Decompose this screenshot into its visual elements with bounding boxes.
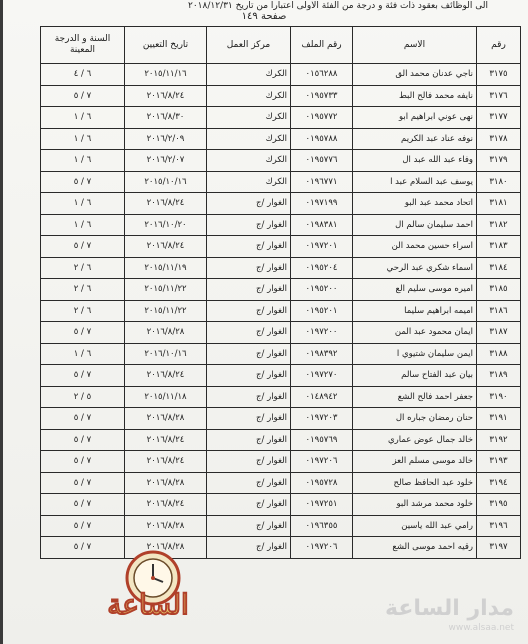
- table-row: [41, 408, 521, 430]
- cell-file: ٠١٩٦٧٧١: [291, 171, 353, 193]
- cell-date: ٢٠١٥/١١/٢٢: [125, 279, 207, 301]
- table-row: [41, 365, 521, 387]
- cell-date: ٢٠١٦/٨/٢٤: [125, 429, 207, 451]
- cell-name: ايمن سليمان شتيوي ا: [353, 343, 477, 365]
- cell-grade: ٧ / ٥: [41, 429, 125, 451]
- table-row: [41, 300, 521, 322]
- cell-date: ٢٠١٦/٨/٣٠: [125, 107, 207, 129]
- table-row: [41, 171, 521, 193]
- table-row: [41, 128, 521, 150]
- cell-grade: ٦ / ٢: [41, 279, 125, 301]
- cell-center: الغوار /ج: [207, 300, 291, 322]
- cell-no: ٣١٩١: [477, 408, 521, 430]
- page-number: صفحة ١٤٩: [241, 11, 287, 22]
- cell-no: ٣١٨٢: [477, 214, 521, 236]
- logo-text: الساعة: [107, 588, 189, 621]
- cell-date: ٢٠١٦/٨/٢٤: [125, 193, 207, 215]
- table-row: [41, 494, 521, 516]
- cell-center: الغوار /ج: [207, 343, 291, 365]
- cell-grade: ٦ / ١: [41, 193, 125, 215]
- cell-grade: ٧ / ٥: [41, 472, 125, 494]
- cell-name: رامي عبد الله ياسين: [353, 515, 477, 537]
- cell-file: ٠١٩٥٧٣٣: [291, 85, 353, 107]
- cell-center: الغوار /ج: [207, 408, 291, 430]
- cell-grade: ٧ / ٥: [41, 408, 125, 430]
- watermark-url: www.alsaa.net: [448, 623, 514, 633]
- cell-no: ٣١٧٦: [477, 85, 521, 107]
- cell-date: ٢٠١٦/١٠/٢٠: [125, 214, 207, 236]
- cell-date: ٢٠١٦/٨/٢٨: [125, 472, 207, 494]
- cell-name: خالد جمال عوض عماري: [353, 429, 477, 451]
- cell-date: ٢٠١٦/١٠/١٦: [125, 343, 207, 365]
- table-row: [41, 343, 521, 365]
- table-row: [41, 214, 521, 236]
- cell-file: ٠١٩٧٢٠٦: [291, 537, 353, 559]
- cell-date: ٢٠١٦/٨/٢٤: [125, 236, 207, 258]
- cell-center: الغوار /ج: [207, 193, 291, 215]
- cell-name: نهى عوني ابراهيم ابو: [353, 107, 477, 129]
- cell-file: ٠١٥٦٢٨٨: [291, 64, 353, 86]
- cell-file: ٠١٩٧٢٠٣: [291, 408, 353, 430]
- cell-grade: ٦ / ١: [41, 343, 125, 365]
- cell-center: الغوار /ج: [207, 257, 291, 279]
- cell-no: ٣١٨٨: [477, 343, 521, 365]
- cell-grade: ٧ / ٥: [41, 85, 125, 107]
- cell-file: ٠١٩٨٣٩٢: [291, 343, 353, 365]
- cell-center: الغوار /ج: [207, 236, 291, 258]
- cell-no: ٣١٨٥: [477, 279, 521, 301]
- cell-file: ٠١٩٨٣٨١: [291, 214, 353, 236]
- page-edge: [0, 0, 3, 644]
- cell-no: ٣١٩٤: [477, 472, 521, 494]
- cell-date: ٢٠١٦/٨/٢٤: [125, 451, 207, 473]
- cell-center: الغوار /ج: [207, 451, 291, 473]
- cell-no: ٣١٨١: [477, 193, 521, 215]
- cell-grade: ٦ / ١: [41, 214, 125, 236]
- cell-no: ٣١٩٣: [477, 451, 521, 473]
- cell-name: ايمان محمود عبد المن: [353, 322, 477, 344]
- cell-name: خلود محمد مرشد البو: [353, 494, 477, 516]
- cell-no: ٣١٧٧: [477, 107, 521, 129]
- column-header-name: الاسم: [353, 27, 477, 64]
- cell-no: ٣١٨٣: [477, 236, 521, 258]
- employee-table: [40, 26, 521, 559]
- cell-name: نايفه محمد فالح البط: [353, 85, 477, 107]
- cell-name: رقيه احمد موسى الشع: [353, 537, 477, 559]
- cell-name: بيان عبد الفتاح سالم: [353, 365, 477, 387]
- table-header-row: [41, 27, 521, 64]
- table-row: [41, 107, 521, 129]
- table-row: [41, 85, 521, 107]
- cell-name: احمد سليمان سالم ال: [353, 214, 477, 236]
- cell-file: ٠١٩٥٢٠٤: [291, 257, 353, 279]
- cell-date: ٢٠١٦/٢/٠٧: [125, 150, 207, 172]
- cell-grade: ٧ / ٥: [41, 451, 125, 473]
- table-row: [41, 236, 521, 258]
- cell-file: ٠١٩٥٢٠١: [291, 300, 353, 322]
- cell-grade: ٧ / ٥: [41, 537, 125, 559]
- cell-file: ٠١٩٥٧٧٢: [291, 107, 353, 129]
- cell-name: اسراء حسين محمد الن: [353, 236, 477, 258]
- cell-center: الغوار /ج: [207, 429, 291, 451]
- cell-no: ٣١٩٧: [477, 537, 521, 559]
- cell-date: ٢٠١٦/٢/٠٩: [125, 128, 207, 150]
- cell-no: ٣١٧٥: [477, 64, 521, 86]
- table-row: [41, 193, 521, 215]
- column-header-no: رقم: [477, 27, 521, 64]
- cell-file: ٠١٩٧٢٥١: [291, 494, 353, 516]
- cell-grade: ٦ / ٤: [41, 64, 125, 86]
- cell-center: الكرك: [207, 107, 291, 129]
- cell-grade: ٦ / ٢: [41, 300, 125, 322]
- cell-file: ٠١٩٥٢٠٠: [291, 279, 353, 301]
- cell-no: ٣١٨٧: [477, 322, 521, 344]
- cell-no: ٣١٨٤: [477, 257, 521, 279]
- table-row: [41, 150, 521, 172]
- table-row: [41, 322, 521, 344]
- table-row: [41, 279, 521, 301]
- watermark-title: مدار الساعة: [384, 596, 514, 621]
- cell-date: ٢٠١٦/٨/٢٤: [125, 365, 207, 387]
- cell-center: الغوار /ج: [207, 279, 291, 301]
- cell-file: ٠١٩٥٧٨٨: [291, 128, 353, 150]
- table-row: [41, 515, 521, 537]
- cell-no: ٣١٨٩: [477, 365, 521, 387]
- cell-center: الكرك: [207, 128, 291, 150]
- cell-file: ٠١٩٥٧٧٦: [291, 150, 353, 172]
- cell-date: ٢٠١٦/٨/٢٤: [125, 85, 207, 107]
- cell-grade: ٧ / ٥: [41, 515, 125, 537]
- cell-date: ٢٠١٥/١٠/١٦: [125, 171, 207, 193]
- cell-center: الكرك: [207, 150, 291, 172]
- cell-name: خالد موسى مسلم العز: [353, 451, 477, 473]
- cell-center: الغوار /ج: [207, 322, 291, 344]
- cell-center: الغوار /ج: [207, 365, 291, 387]
- column-header-date: تاريخ التعيين: [125, 27, 207, 64]
- cell-center: الكرك: [207, 171, 291, 193]
- cell-center: الغوار /ج: [207, 472, 291, 494]
- document-header: الى الوظائف بعقود ذات فئة و درجة من الفئة الاولى اعتبارا من تاريخ ٢٠١٨/١٢/٣١: [188, 1, 488, 11]
- cell-date: ٢٠١٦/٨/٢٨: [125, 408, 207, 430]
- cell-no: ٣١٩٦: [477, 515, 521, 537]
- table-row: [41, 64, 521, 86]
- cell-file: ٠١٩٧٢٧٠: [291, 365, 353, 387]
- cell-date: ٢٠١٦/٨/٢٨: [125, 515, 207, 537]
- column-header-center: مركز العمل: [207, 27, 291, 64]
- cell-name: خلود عبد الحافظ صالح: [353, 472, 477, 494]
- cell-file: ٠١٩٧٢٠٠: [291, 322, 353, 344]
- cell-name: حنان رمضان جباره ال: [353, 408, 477, 430]
- cell-name: ناجي عدنان محمد الق: [353, 64, 477, 86]
- cell-grade: ٧ / ٥: [41, 494, 125, 516]
- column-header-grade: السنة و الدرجة المعينة: [41, 27, 125, 64]
- column-header-file: رقم الملف: [291, 27, 353, 64]
- cell-grade: ٥ / ٢: [41, 386, 125, 408]
- cell-no: ٣١٩٠: [477, 386, 521, 408]
- cell-date: ٢٠١٥/١١/٢٢: [125, 300, 207, 322]
- cell-date: ٢٠١٦/٨/٢٨: [125, 537, 207, 559]
- cell-file: ٠١٩٧١٩٩: [291, 193, 353, 215]
- cell-date: ٢٠١٦/٨/٢٨: [125, 322, 207, 344]
- cell-center: الكرك: [207, 85, 291, 107]
- cell-grade: ٧ / ٥: [41, 365, 125, 387]
- cell-name: جعفر احمد فالح الشع: [353, 386, 477, 408]
- cell-center: الغوار /ج: [207, 537, 291, 559]
- cell-name: يوسف عبد السلام عبد ا: [353, 171, 477, 193]
- table-row: [41, 451, 521, 473]
- cell-file: ٠١٩٧٢٠٦: [291, 451, 353, 473]
- table-row: [41, 257, 521, 279]
- cell-file: ٠١٩٥٧٦٩: [291, 429, 353, 451]
- watermark: [364, 596, 514, 634]
- cell-no: ٣١٨٦: [477, 300, 521, 322]
- table-row: [41, 429, 521, 451]
- cell-name: اتحاد محمد عبد البو: [353, 193, 477, 215]
- cell-no: ٣١٨٠: [477, 171, 521, 193]
- cell-date: ٢٠١٥/١١/١٦: [125, 64, 207, 86]
- cell-no: ٣١٩٢: [477, 429, 521, 451]
- cell-name: نوفه عناد عبد الكريم: [353, 128, 477, 150]
- cell-center: الغوار /ج: [207, 386, 291, 408]
- cell-date: ٢٠١٦/٨/٢٤: [125, 494, 207, 516]
- cell-center: الغوار /ج: [207, 494, 291, 516]
- cell-grade: ٧ / ٥: [41, 236, 125, 258]
- cell-date: ٢٠١٥/١١/١٩: [125, 257, 207, 279]
- cell-file: ٠١٤٨٩٤٢: [291, 386, 353, 408]
- cell-name: وفاء عبد الله عبد ال: [353, 150, 477, 172]
- cell-center: الغوار /ج: [207, 214, 291, 236]
- cell-date: ٢٠١٥/١١/١٨: [125, 386, 207, 408]
- cell-file: ٠١٩٦٣٥٥: [291, 515, 353, 537]
- cell-file: ٠١٩٧٢٠١: [291, 236, 353, 258]
- cell-grade: ٦ / ١: [41, 107, 125, 129]
- cell-no: ٣١٧٨: [477, 128, 521, 150]
- cell-grade: ٧ / ٥: [41, 322, 125, 344]
- cell-grade: ٦ / ١: [41, 150, 125, 172]
- cell-grade: ٦ / ١: [41, 128, 125, 150]
- cell-name: اسماء شكري عبد الرحي: [353, 257, 477, 279]
- cell-no: ٣١٩٥: [477, 494, 521, 516]
- cell-center: الغوار /ج: [207, 515, 291, 537]
- cell-name: اميره موسى سليم الع: [353, 279, 477, 301]
- cell-file: ٠١٩٥٧٢٨: [291, 472, 353, 494]
- cell-grade: ٦ / ٢: [41, 257, 125, 279]
- table-row: [41, 386, 521, 408]
- cell-no: ٣١٧٩: [477, 150, 521, 172]
- cell-center: الكرك: [207, 64, 291, 86]
- table-row: [41, 472, 521, 494]
- cell-name: اميمه ابراهيم سليما: [353, 300, 477, 322]
- cell-grade: ٧ / ٥: [41, 171, 125, 193]
